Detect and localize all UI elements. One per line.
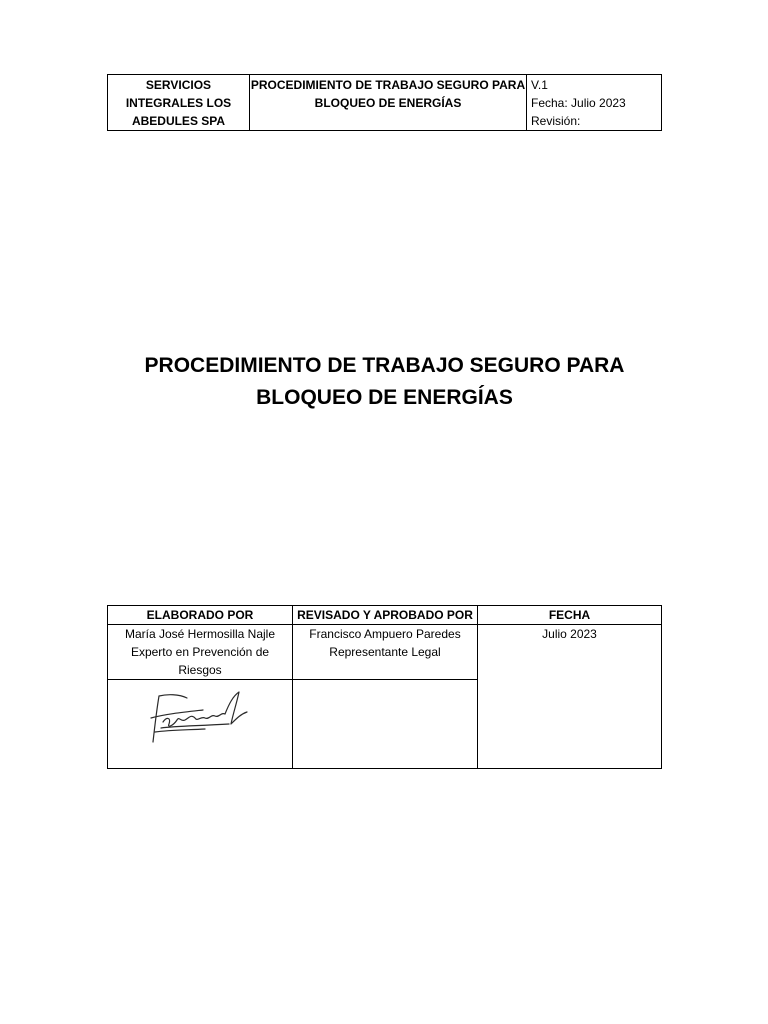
document-title-line-1: PROCEDIMIENTO DE TRABAJO SEGURO PARA — [144, 354, 625, 377]
version-label: V.1 — [531, 78, 548, 92]
date-label: Fecha: Julio 2023 — [531, 96, 626, 110]
company-name-line-1: SERVICIOS — [145, 78, 212, 92]
company-name-line-3: ABEDULES SPA — [131, 114, 226, 128]
revision-label: Revisión: — [531, 114, 581, 128]
header-prepared-by: ELABORADO POR — [108, 606, 293, 625]
reviewed-by-name: Francisco Ampuero Paredes — [309, 627, 461, 641]
prepared-by-signature-cell — [108, 680, 293, 769]
header-table — [107, 74, 662, 131]
approval-table — [107, 605, 662, 769]
document-title-line-2: BLOQUEO DE ENERGÍAS — [256, 386, 513, 409]
reviewed-by-role: Representante Legal — [329, 645, 441, 659]
procedure-name-line-2: BLOQUEO DE ENERGÍAS — [314, 96, 462, 110]
reviewed-by-cell — [293, 625, 478, 680]
procedure-name-cell — [250, 75, 527, 131]
prepared-by-cell — [108, 625, 293, 680]
prepared-by-role-line-2: Riesgos — [178, 663, 222, 677]
prepared-by-name: María José Hermosilla Najle — [124, 627, 276, 641]
header-date: FECHA — [478, 606, 662, 625]
reviewed-by-signature-cell — [293, 680, 478, 769]
date-cell — [478, 625, 662, 769]
handwritten-signature — [145, 688, 255, 752]
approval-date: Julio 2023 — [542, 627, 597, 641]
company-name-line-2: INTEGRALES LOS — [125, 96, 232, 110]
company-name-cell — [108, 75, 250, 131]
prepared-by-role-line-1: Experto en Prevención de — [130, 645, 270, 659]
version-info-cell — [527, 75, 662, 131]
header-reviewed-by: REVISADO Y APROBADO POR — [293, 606, 478, 625]
document-title — [107, 350, 662, 414]
procedure-name-line-1: PROCEDIMIENTO DE TRABAJO SEGURO PARA — [250, 78, 526, 92]
